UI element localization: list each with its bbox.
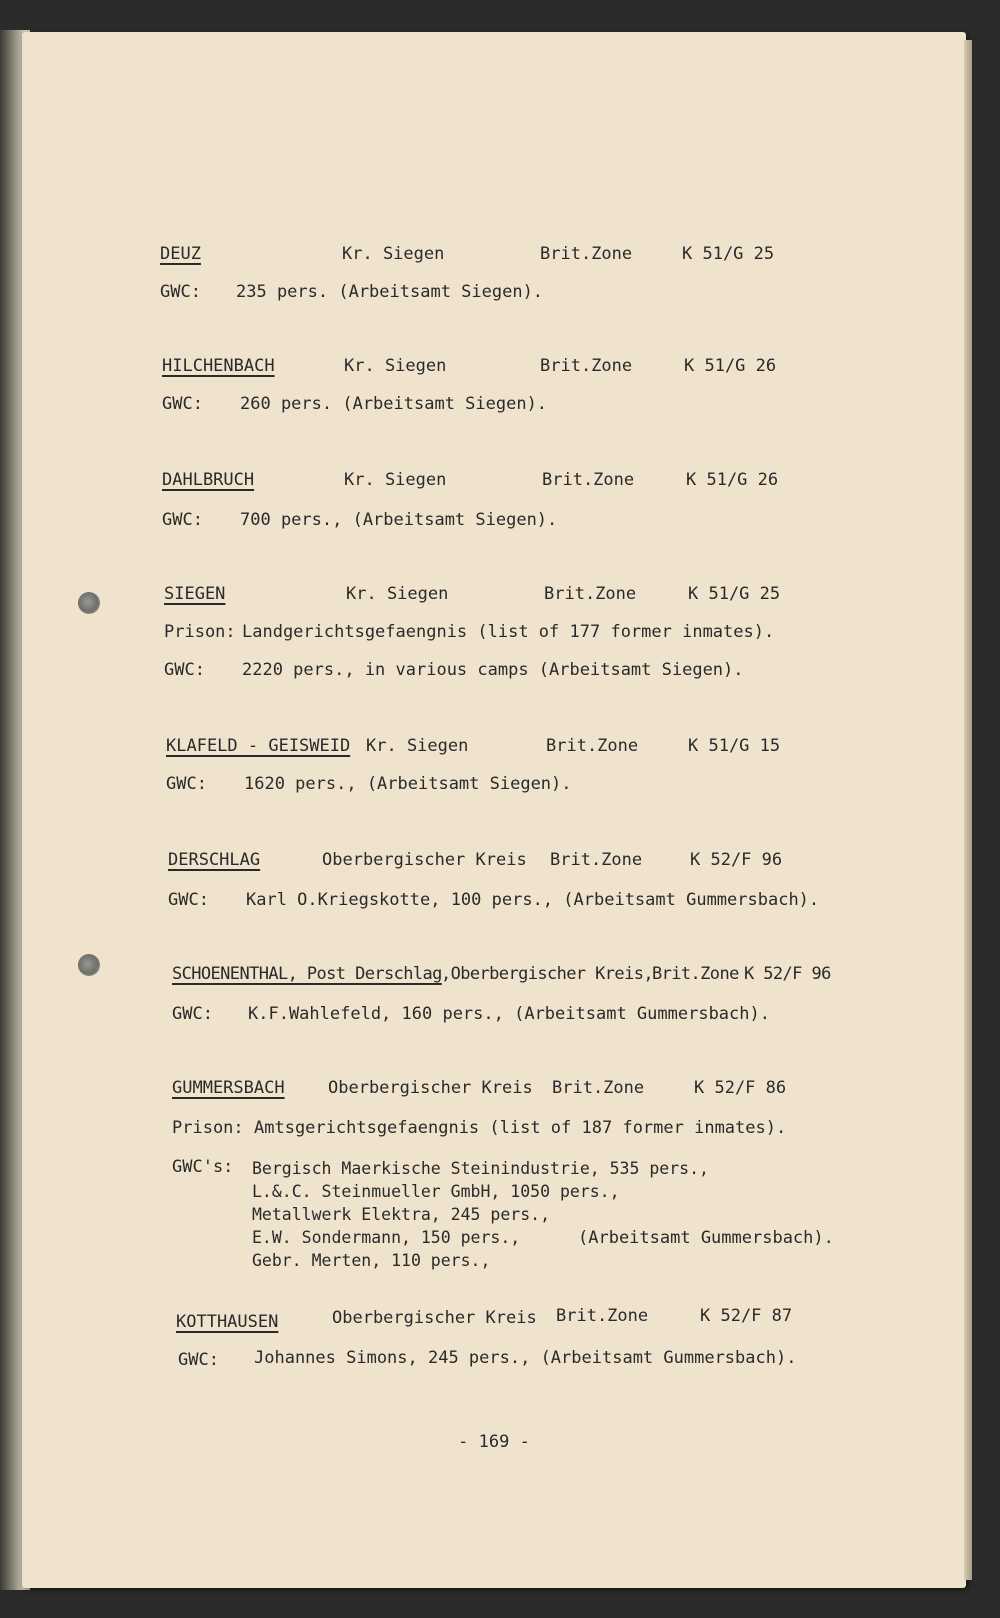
zone: Brit.Zone xyxy=(556,1306,649,1326)
gwc-list xyxy=(252,1157,709,1272)
zone: Brit.Zone xyxy=(540,244,633,264)
line-label: GWC: xyxy=(166,774,207,794)
punch-hole xyxy=(78,954,100,976)
map-reference: K 52/F 96 xyxy=(690,850,783,870)
place-name: DERSCHLAG xyxy=(168,850,261,870)
line-text: Amtsgerichtsgefaengnis (list of 187 former inmates). xyxy=(254,1118,787,1138)
map-reference: K 51/G 26 xyxy=(686,470,779,490)
document-page xyxy=(22,32,966,1588)
line-text: 260 pers. (Arbeitsamt Siegen). xyxy=(240,394,548,414)
place-name: GUMMERSBACH xyxy=(172,1078,285,1098)
list-item: Gebr. Merten, 110 pers., xyxy=(252,1251,491,1270)
line-text: K.F.Wahlefeld, 160 pers., (Arbeitsamt Gummersbach). xyxy=(248,1004,770,1024)
kreis: Kr. Siegen xyxy=(346,584,449,604)
gwcs-source: (Arbeitsamt Gummersbach). xyxy=(578,1228,834,1248)
gwcs-label: GWC's: xyxy=(172,1157,234,1177)
place-name: KOTTHAUSEN xyxy=(176,1312,279,1332)
line-text: Landgerichtsgefaengnis (list of 177 former inmates). xyxy=(242,622,775,642)
line-text: Karl O.Kriegskotte, 100 pers., (Arbeitsamt Gummersbach). xyxy=(246,890,820,910)
zone: Brit.Zone xyxy=(540,356,633,376)
page-number: - 169 - xyxy=(458,1432,530,1452)
list-item: E.W. Sondermann, 150 pers., xyxy=(252,1228,521,1247)
line-text: 235 pers. (Arbeitsamt Siegen). xyxy=(236,282,544,302)
kreis: Kr. Siegen xyxy=(344,470,447,490)
place-name: DEUZ xyxy=(160,244,201,264)
list-item: Metallwerk Elektra, 245 pers., xyxy=(252,1205,551,1224)
line-label: GWC: xyxy=(162,510,203,530)
kreis: Oberbergischer Kreis xyxy=(328,1078,533,1098)
kreis: Kr. Siegen xyxy=(342,244,445,264)
zone: Brit.Zone xyxy=(550,850,643,870)
kreis: Oberbergischer Kreis xyxy=(332,1308,537,1328)
line-text: 1620 pers., (Arbeitsamt Siegen). xyxy=(244,774,572,794)
zone: Brit.Zone xyxy=(552,1078,645,1098)
map-reference: K 52/F 87 xyxy=(700,1306,793,1326)
place-name: KLAFELD - GEISWEID xyxy=(166,736,351,756)
map-reference: K 51/G 15 xyxy=(688,736,781,756)
line-label: GWC: xyxy=(164,660,205,680)
zone: Brit.Zone xyxy=(652,964,739,984)
kreis: Kr. Siegen xyxy=(366,736,469,756)
map-reference: K 52/F 96 xyxy=(744,964,831,984)
place-name: SCHOENENTHAL, Post Derschlag xyxy=(172,964,442,984)
line-text: Johannes Simons, 245 pers., (Arbeitsamt Gummersbach). xyxy=(254,1348,797,1368)
line-label: Prison: xyxy=(164,622,236,642)
kreis: Kr. Siegen xyxy=(344,356,447,376)
line-label: GWC: xyxy=(178,1350,219,1370)
list-item: Bergisch Maerkische Steinindustrie, 535 pers., xyxy=(252,1159,709,1178)
line-label: GWC: xyxy=(162,394,203,414)
zone: Brit.Zone xyxy=(542,470,635,490)
map-reference: K 51/G 26 xyxy=(684,356,777,376)
punch-hole xyxy=(78,592,100,614)
zone: Brit.Zone xyxy=(546,736,639,756)
line-label: Prison: xyxy=(172,1118,244,1138)
map-reference: K 51/G 25 xyxy=(682,244,775,264)
map-reference: K 52/F 86 xyxy=(694,1078,787,1098)
map-reference: K 51/G 25 xyxy=(688,584,781,604)
zone: Brit.Zone xyxy=(544,584,637,604)
kreis: Oberbergischer Kreis xyxy=(322,850,527,870)
line-text: 700 pers., (Arbeitsamt Siegen). xyxy=(240,510,558,530)
line-label: GWC: xyxy=(160,282,201,302)
place-name: HILCHENBACH xyxy=(162,356,275,376)
line-text: 2220 pers., in various camps (Arbeitsamt Siegen). xyxy=(242,660,744,680)
place-name: DAHLBRUCH xyxy=(162,470,255,490)
list-item: L.&.C. Steinmueller GmbH, 1050 pers., xyxy=(252,1182,620,1201)
kreis: ,Oberbergischer Kreis, xyxy=(441,964,653,984)
page-edge xyxy=(964,40,972,1580)
place-name: SIEGEN xyxy=(164,584,226,604)
line-label: GWC: xyxy=(172,1004,213,1024)
line-label: GWC: xyxy=(168,890,209,910)
